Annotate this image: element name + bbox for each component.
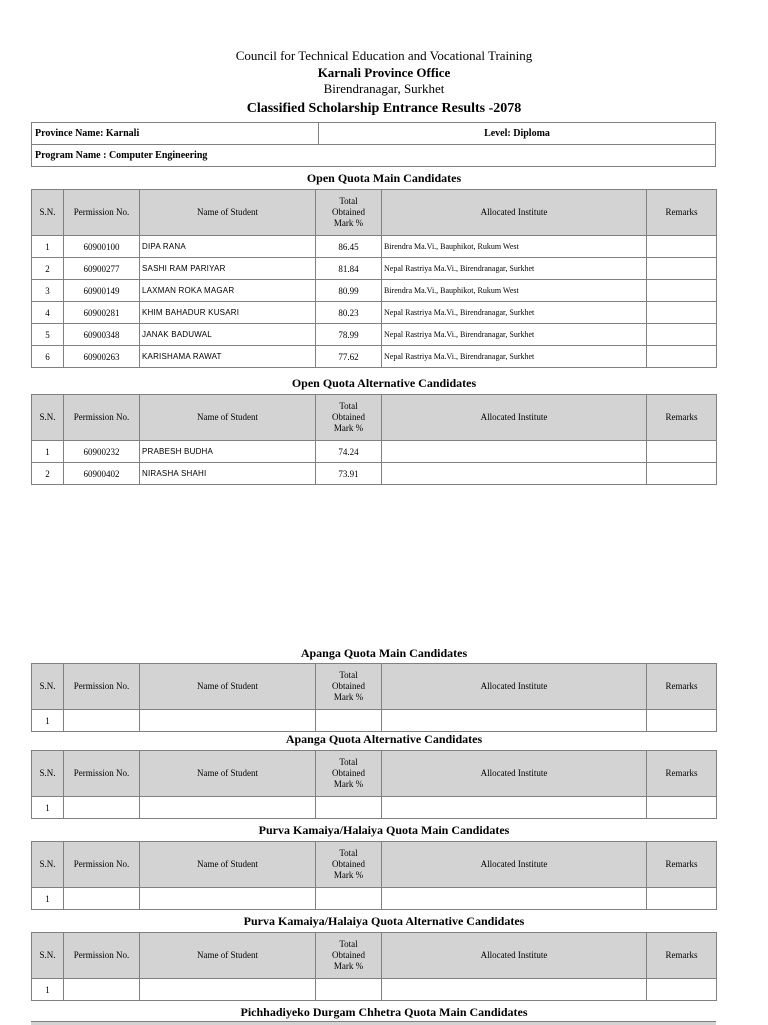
cell-permission: 60900402 bbox=[64, 463, 140, 485]
col-header-permission: Permission No. bbox=[64, 842, 140, 888]
cell-sn: 4 bbox=[32, 302, 64, 324]
cell-name: NIRASHA SHAHI bbox=[140, 463, 316, 485]
cell-permission: 60900100 bbox=[64, 236, 140, 258]
cell-name: SASHI RAM PARIYAR bbox=[140, 258, 316, 280]
cell-mark: 86.45 bbox=[316, 236, 382, 258]
cell-name: PRABESH BUDHA bbox=[140, 441, 316, 463]
cell-mark: 80.23 bbox=[316, 302, 382, 324]
cell-institute bbox=[382, 463, 647, 485]
mark-header-line: Mark % bbox=[333, 961, 364, 971]
mark-header-line: Total bbox=[339, 670, 358, 680]
col-header-permission: Permission No. bbox=[64, 933, 140, 979]
cell-mark: 77.62 bbox=[316, 346, 382, 368]
col-header-mark bbox=[316, 190, 382, 236]
cell-institute bbox=[382, 979, 647, 1001]
col-header-remarks: Remarks bbox=[647, 664, 717, 710]
col-header-institute: Allocated Institute bbox=[382, 664, 647, 710]
mark-header-line: Mark % bbox=[333, 218, 364, 228]
results-table-purva-main bbox=[31, 841, 717, 910]
section-title-purva-main: Purva Kamaiya/Halaiya Quota Main Candidates bbox=[258, 823, 510, 837]
page-title: Classified Scholarship Entrance Results -2078 bbox=[246, 101, 522, 116]
results-table-purva-alt bbox=[31, 932, 717, 1001]
mark-header-line: Obtained bbox=[332, 412, 365, 422]
office-address: Birendranagar, Surkhet bbox=[323, 81, 445, 96]
mark-header-line: Total bbox=[339, 848, 358, 858]
cell-institute bbox=[382, 710, 647, 732]
program-name: Program Name : Computer Engineering bbox=[32, 145, 716, 167]
cell-sn: 3 bbox=[32, 280, 64, 302]
col-header-name: Name of Student bbox=[140, 664, 316, 710]
cell-permission: 60900348 bbox=[64, 324, 140, 346]
table-top-edge bbox=[31, 1021, 716, 1025]
table-row bbox=[32, 441, 717, 463]
col-header-institute: Allocated Institute bbox=[382, 933, 647, 979]
cell-institute: Nepal Rastriya Ma.Vi., Birendranagar, Surkhet bbox=[382, 346, 647, 368]
col-header-remarks: Remarks bbox=[647, 751, 717, 797]
section-title-pichhadiyeko-main: Pichhadiyeko Durgam Chhetra Quota Main Candidates bbox=[240, 1005, 528, 1019]
cell-name bbox=[140, 797, 316, 819]
cell-remarks bbox=[647, 888, 717, 910]
section-title-open-alt: Open Quota Alternative Candidates bbox=[291, 376, 477, 390]
cell-mark: 78.99 bbox=[316, 324, 382, 346]
table-header-row bbox=[32, 664, 717, 710]
mark-header-line: Mark % bbox=[333, 423, 364, 433]
cell-name bbox=[140, 710, 316, 732]
table-row bbox=[32, 258, 717, 280]
cell-permission: 60900281 bbox=[64, 302, 140, 324]
cell-name: KHIM BAHADUR KUSARI bbox=[140, 302, 316, 324]
results-table-apanga-alt bbox=[31, 750, 717, 819]
col-header-name: Name of Student bbox=[140, 395, 316, 441]
cell-mark bbox=[316, 979, 382, 1001]
cell-name: LAXMAN ROKA MAGAR bbox=[140, 280, 316, 302]
cell-institute: Birendra Ma.Vi., Bauphikot, Rukum West bbox=[382, 236, 647, 258]
cell-permission: 60900277 bbox=[64, 258, 140, 280]
cell-remarks bbox=[647, 979, 717, 1001]
cell-mark bbox=[316, 710, 382, 732]
office-name: Karnali Province Office bbox=[317, 65, 451, 80]
table-row bbox=[32, 979, 717, 1001]
col-header-mark bbox=[316, 751, 382, 797]
cell-permission bbox=[64, 710, 140, 732]
cell-permission: 60900232 bbox=[64, 441, 140, 463]
table-row bbox=[32, 324, 717, 346]
col-header-institute: Allocated Institute bbox=[382, 751, 647, 797]
cell-sn: 1 bbox=[32, 979, 64, 1001]
table-header-row bbox=[32, 842, 717, 888]
cell-sn: 1 bbox=[32, 236, 64, 258]
cell-institute: Nepal Rastriya Ma.Vi., Birendranagar, Surkhet bbox=[382, 324, 647, 346]
cell-remarks bbox=[647, 710, 717, 732]
cell-institute: Nepal Rastriya Ma.Vi., Birendranagar, Surkhet bbox=[382, 258, 647, 280]
table-row bbox=[32, 797, 717, 819]
mark-header-line: Total bbox=[339, 401, 358, 411]
cell-remarks bbox=[647, 346, 717, 368]
col-header-name: Name of Student bbox=[140, 751, 316, 797]
col-header-name: Name of Student bbox=[140, 933, 316, 979]
section-title-purva-alt: Purva Kamaiya/Halaiya Quota Alternative Candidates bbox=[243, 914, 525, 928]
col-header-mark bbox=[316, 933, 382, 979]
cell-sn: 6 bbox=[32, 346, 64, 368]
mark-header-line: Obtained bbox=[332, 859, 365, 869]
cell-remarks bbox=[647, 258, 717, 280]
col-header-mark bbox=[316, 664, 382, 710]
table-row bbox=[32, 302, 717, 324]
level: Level: Diploma bbox=[319, 123, 716, 145]
col-header-institute: Allocated Institute bbox=[382, 842, 647, 888]
mark-header-line: Total bbox=[339, 939, 358, 949]
mark-header-line: Obtained bbox=[332, 207, 365, 217]
col-header-sn: S.N. bbox=[32, 751, 64, 797]
cell-institute: Birendra Ma.Vi., Bauphikot, Rukum West bbox=[382, 280, 647, 302]
cell-name bbox=[140, 888, 316, 910]
col-header-remarks: Remarks bbox=[647, 933, 717, 979]
col-header-sn: S.N. bbox=[32, 933, 64, 979]
mark-header-line: Mark % bbox=[333, 870, 364, 880]
cell-sn: 5 bbox=[32, 324, 64, 346]
col-header-mark bbox=[316, 395, 382, 441]
cell-name bbox=[140, 979, 316, 1001]
cell-remarks bbox=[647, 441, 717, 463]
council-name: Council for Technical Education and Vocational Training bbox=[235, 48, 533, 63]
cell-remarks bbox=[647, 280, 717, 302]
col-header-mark bbox=[316, 842, 382, 888]
cell-institute bbox=[382, 888, 647, 910]
cell-institute bbox=[382, 797, 647, 819]
cell-mark: 73.91 bbox=[316, 463, 382, 485]
section-title-apanga-alt: Apanga Quota Alternative Candidates bbox=[285, 732, 483, 746]
cell-mark: 81.84 bbox=[316, 258, 382, 280]
col-header-permission: Permission No. bbox=[64, 751, 140, 797]
col-header-name: Name of Student bbox=[140, 842, 316, 888]
table-header-row bbox=[32, 395, 717, 441]
table-row bbox=[32, 710, 717, 732]
table-header-row bbox=[32, 933, 717, 979]
cell-institute bbox=[382, 441, 647, 463]
mark-header-line: Total bbox=[339, 757, 358, 767]
table-row bbox=[32, 346, 717, 368]
col-header-permission: Permission No. bbox=[64, 395, 140, 441]
col-header-sn: S.N. bbox=[32, 190, 64, 236]
mark-header-line: Mark % bbox=[333, 779, 364, 789]
cell-name: KARISHAMA RAWAT bbox=[140, 346, 316, 368]
col-header-remarks: Remarks bbox=[647, 395, 717, 441]
section-title-open-main: Open Quota Main Candidates bbox=[306, 171, 462, 185]
cell-sn: 1 bbox=[32, 441, 64, 463]
results-table-open-main bbox=[31, 189, 717, 368]
results-table-open-alt bbox=[31, 394, 717, 485]
col-header-remarks: Remarks bbox=[647, 842, 717, 888]
col-header-institute: Allocated Institute bbox=[382, 190, 647, 236]
table-header-row bbox=[32, 190, 717, 236]
cell-sn: 1 bbox=[32, 888, 64, 910]
table-row bbox=[32, 236, 717, 258]
cell-sn: 2 bbox=[32, 463, 64, 485]
col-header-institute: Allocated Institute bbox=[382, 395, 647, 441]
cell-permission bbox=[64, 979, 140, 1001]
col-header-sn: S.N. bbox=[32, 395, 64, 441]
col-header-sn: S.N. bbox=[32, 664, 64, 710]
mark-header-line: Total bbox=[339, 196, 358, 206]
col-header-permission: Permission No. bbox=[64, 664, 140, 710]
cell-sn: 1 bbox=[32, 710, 64, 732]
col-header-permission: Permission No. bbox=[64, 190, 140, 236]
program-info-table bbox=[31, 122, 716, 167]
cell-mark bbox=[316, 888, 382, 910]
cell-name: JANAK BADUWAL bbox=[140, 324, 316, 346]
cell-permission: 60900263 bbox=[64, 346, 140, 368]
cell-remarks bbox=[647, 463, 717, 485]
cell-mark bbox=[316, 797, 382, 819]
mark-header-line: Obtained bbox=[332, 681, 365, 691]
col-header-name: Name of Student bbox=[140, 190, 316, 236]
cell-remarks bbox=[647, 797, 717, 819]
mark-header-line: Obtained bbox=[332, 768, 365, 778]
cell-mark: 80.99 bbox=[316, 280, 382, 302]
mark-header-line: Mark % bbox=[333, 692, 364, 702]
table-row bbox=[32, 888, 717, 910]
cell-sn: 1 bbox=[32, 797, 64, 819]
cell-institute: Nepal Rastriya Ma.Vi., Birendranagar, Surkhet bbox=[382, 302, 647, 324]
cell-remarks bbox=[647, 236, 717, 258]
cell-permission bbox=[64, 888, 140, 910]
cell-name: DIPA RANA bbox=[140, 236, 316, 258]
table-header-row bbox=[32, 751, 717, 797]
results-table-apanga-main bbox=[31, 663, 717, 732]
cell-permission bbox=[64, 797, 140, 819]
cell-remarks bbox=[647, 302, 717, 324]
cell-remarks bbox=[647, 324, 717, 346]
col-header-sn: S.N. bbox=[32, 842, 64, 888]
table-row bbox=[32, 280, 717, 302]
table-row bbox=[32, 463, 717, 485]
province-name: Province Name: Karnali bbox=[32, 123, 319, 145]
section-title-apanga-main: Apanga Quota Main Candidates bbox=[300, 646, 468, 660]
cell-sn: 2 bbox=[32, 258, 64, 280]
cell-permission: 60900149 bbox=[64, 280, 140, 302]
cell-mark: 74.24 bbox=[316, 441, 382, 463]
mark-header-line: Obtained bbox=[332, 950, 365, 960]
col-header-remarks: Remarks bbox=[647, 190, 717, 236]
